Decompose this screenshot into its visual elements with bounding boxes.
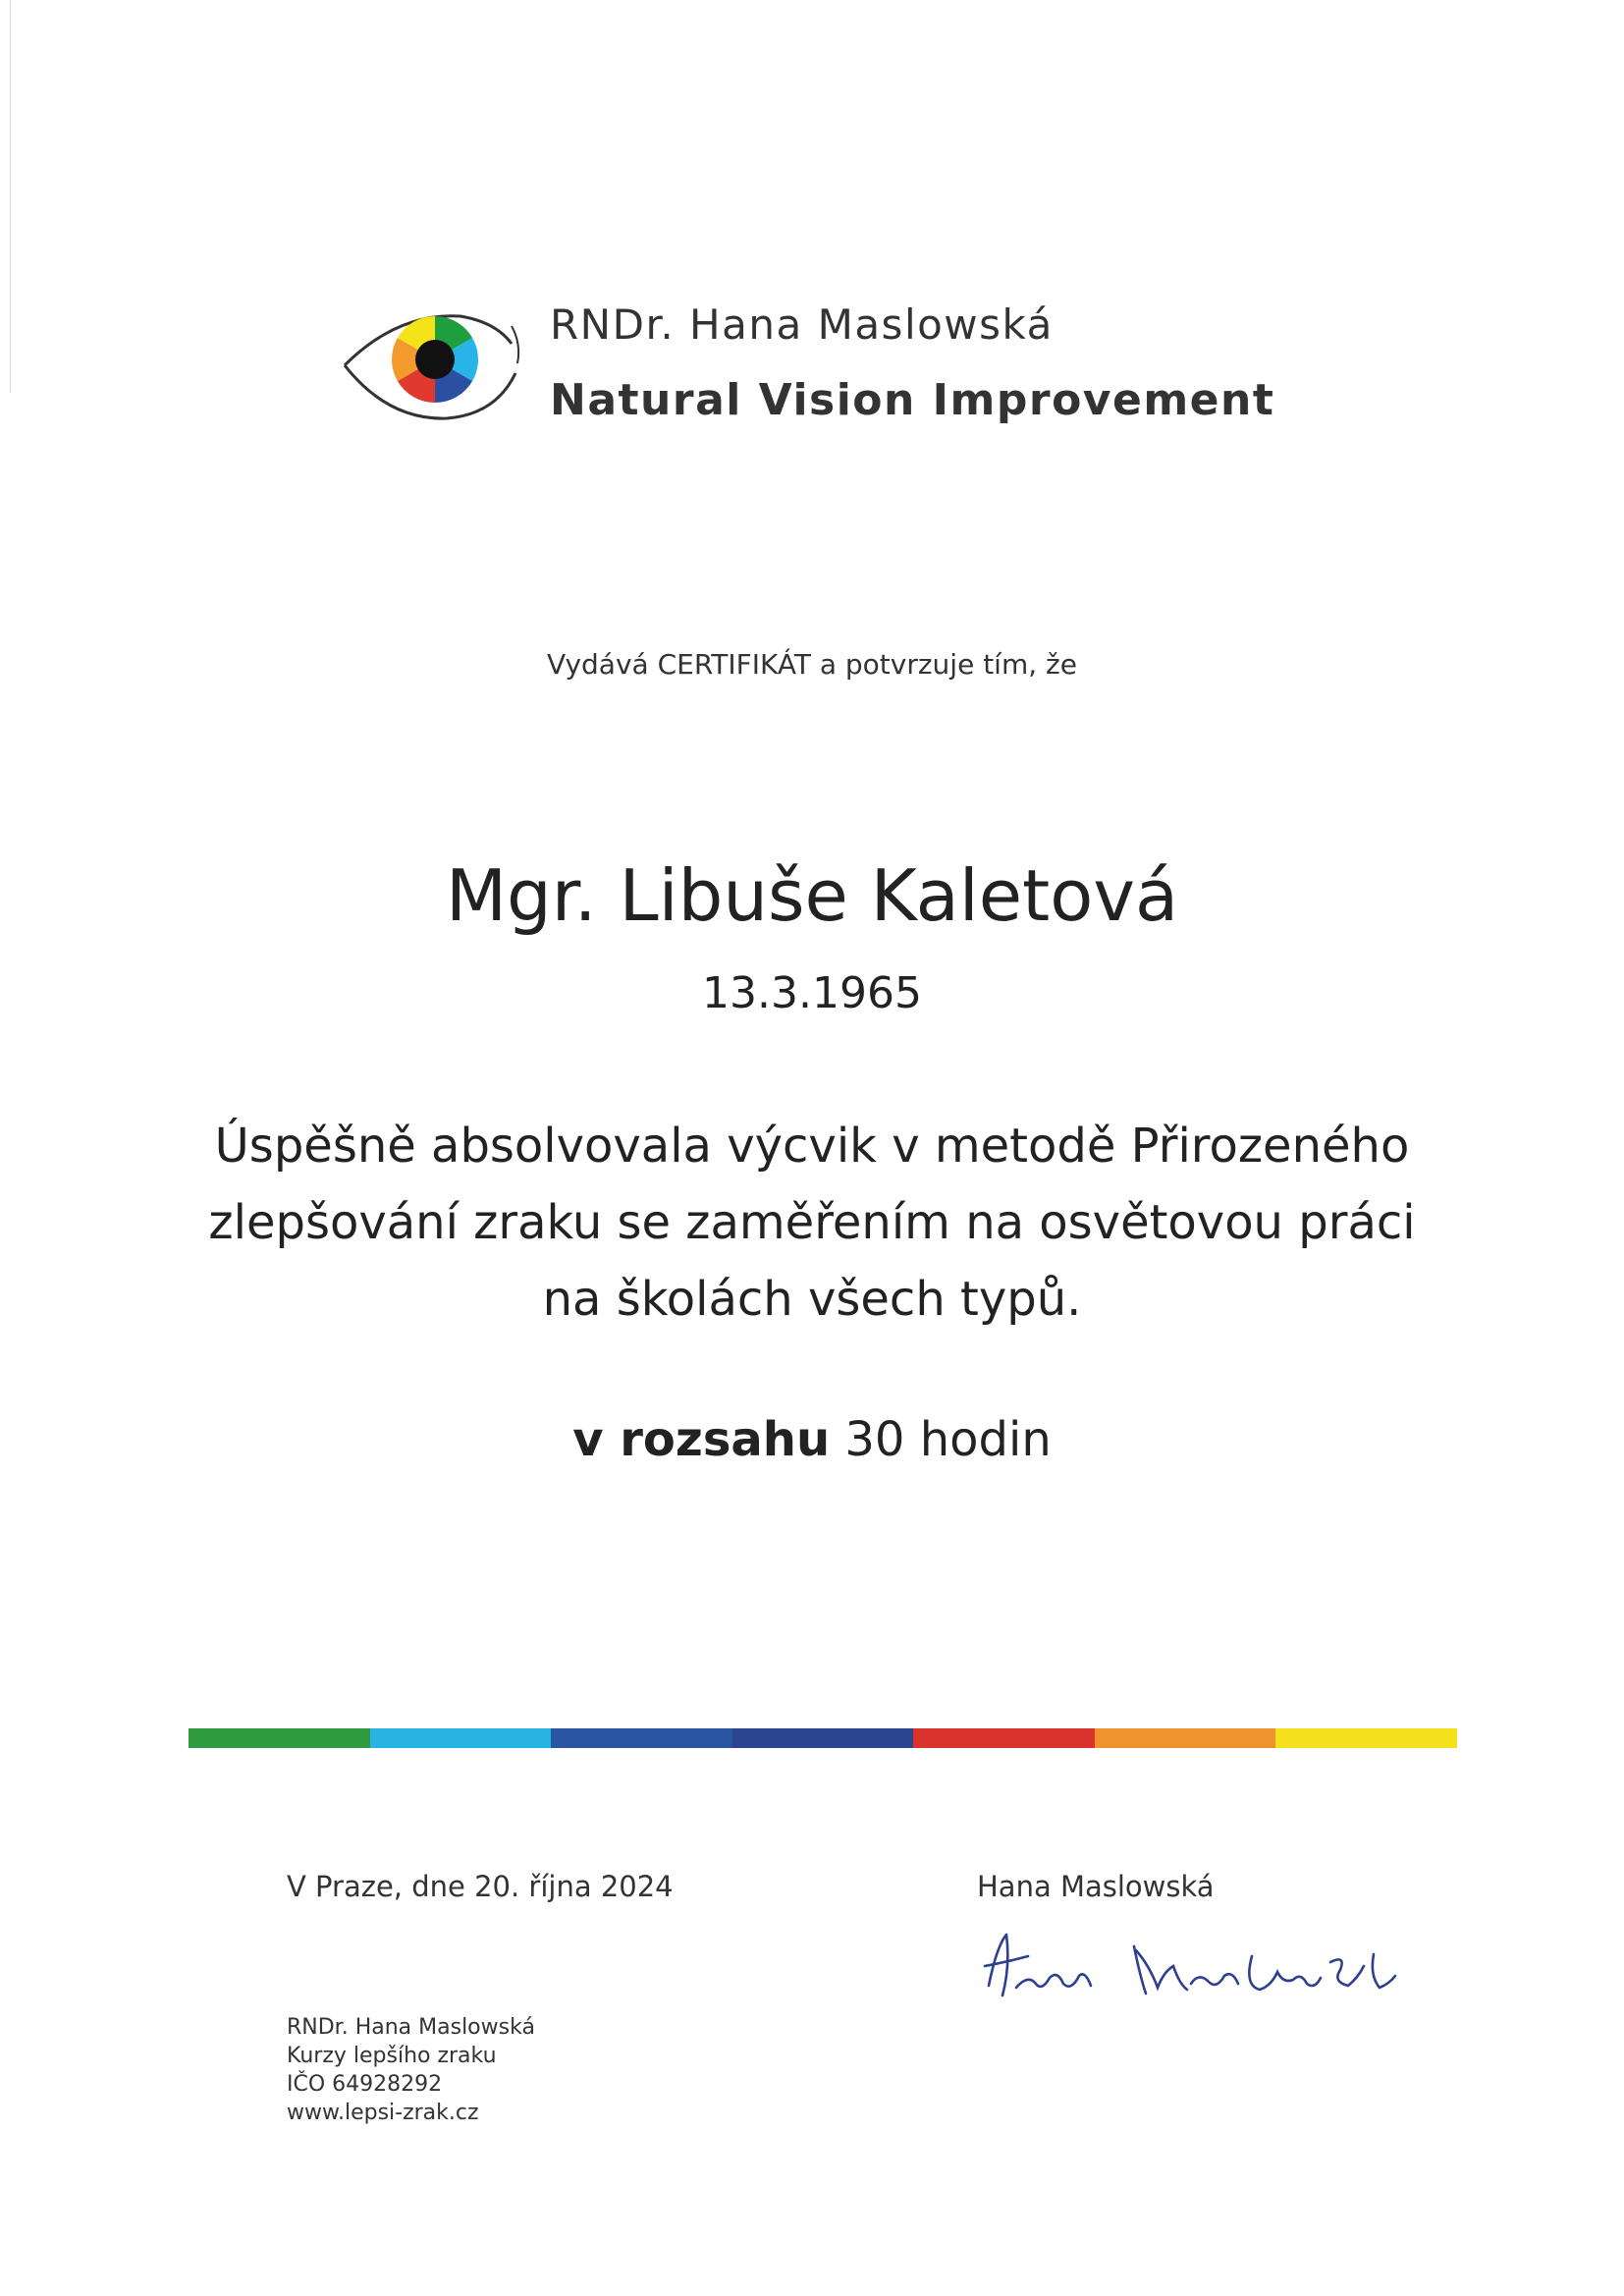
eye-icon [339,304,523,432]
footer-line: www.lepsi-zrak.cz [287,2101,479,2125]
description-line: zlepšování zraku se zaměřením na osvětovou práci [208,1195,1416,1250]
signer-name: Hana Maslowská [977,1870,1215,1903]
description-line: Úspěšně absolvovala výcvik v metodě Přirozeného [214,1119,1410,1174]
scan-edge [10,0,11,393]
course-description [0,1108,1624,1338]
recipient-name: Mgr. Libuše Kaletová [445,854,1179,937]
footer-line: Kurzy lepšího zraku [287,2044,497,2068]
scope-value: 30 hodin [844,1412,1052,1467]
issuer-footer [287,2013,535,2127]
stripe-segment [370,1728,552,1748]
description-line: na školách všech typů. [542,1272,1082,1327]
footer-line: RNDr. Hana Maslowská [287,2015,535,2040]
stripe-segment [1275,1728,1457,1748]
issue-line: Vydává CERTIFIKÁT a potvrzuje tím, že [547,648,1077,681]
stripe-segment [913,1728,1095,1748]
birth-date: 13.3.1965 [702,968,922,1018]
course-scope [0,1412,1624,1467]
stripe-segment [189,1728,370,1748]
stripe-segment [1095,1728,1276,1748]
handwritten-signature [977,1927,1419,2015]
header-program: Natural Vision Improvement [550,375,1275,425]
scope-label: v rozsahu [572,1412,831,1467]
header-author: RNDr. Hana Maslowská [550,301,1054,349]
place-date: V Praze, dne 20. října 2024 [287,1870,674,1903]
color-stripe [189,1728,1457,1748]
stripe-segment [551,1728,732,1748]
footer-line: IČO 64928292 [287,2072,443,2097]
stripe-segment [732,1728,914,1748]
